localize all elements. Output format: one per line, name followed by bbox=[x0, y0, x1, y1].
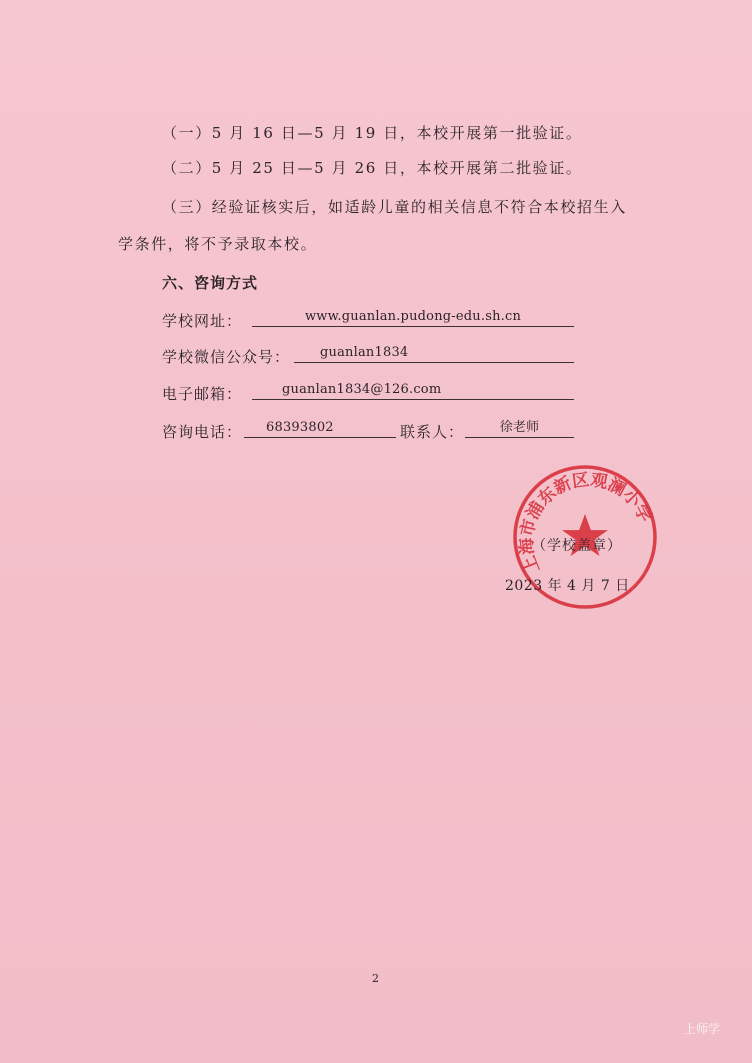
section-heading: 六、咨询方式 bbox=[162, 274, 259, 292]
page-number: 2 bbox=[372, 972, 379, 985]
contact-person-label: 联系人： bbox=[400, 423, 465, 441]
email-row bbox=[162, 383, 242, 404]
contact-person-row bbox=[400, 421, 464, 442]
website-label: 学校网址： bbox=[162, 312, 243, 330]
email-label: 电子邮箱： bbox=[162, 385, 243, 403]
verification-item-3-line-2: 学条件，将不予录取本校。 bbox=[118, 235, 318, 253]
phone-value bbox=[244, 419, 396, 438]
phone-label: 咨询电话： bbox=[162, 423, 243, 441]
stamp-note: （学校盖章） bbox=[532, 538, 622, 554]
seal-text: 上海市浦东新区观澜小学 bbox=[516, 470, 656, 576]
email-value bbox=[252, 381, 574, 400]
wechat-value-text: guanlan1834 bbox=[320, 345, 409, 360]
wechat-value bbox=[294, 344, 574, 363]
document-date: 2023 年 4 月 7 日 bbox=[505, 578, 630, 594]
phone-row bbox=[162, 421, 242, 442]
wechat-label: 学校微信公众号： bbox=[162, 348, 291, 366]
verification-item-3-line-1: （三）经验证核实后，如适龄儿童的相关信息不符合本校招生入 bbox=[162, 198, 627, 216]
website-row bbox=[162, 310, 242, 331]
email-value-text: guanlan1834@126.com bbox=[282, 382, 442, 397]
contact-person-value: 徐老师 bbox=[465, 419, 574, 438]
wechat-row bbox=[162, 346, 290, 367]
watermark: 上师学 bbox=[684, 1022, 721, 1036]
website-value: www.guanlan.pudong-edu.sh.cn bbox=[252, 308, 574, 327]
phone-value-text: 68393802 bbox=[266, 420, 334, 435]
verification-item-2: （二）5 月 25 日—5 月 26 日，本校开展第二批验证。 bbox=[162, 159, 583, 177]
verification-item-1: （一）5 月 16 日—5 月 19 日，本校开展第一批验证。 bbox=[162, 124, 583, 142]
